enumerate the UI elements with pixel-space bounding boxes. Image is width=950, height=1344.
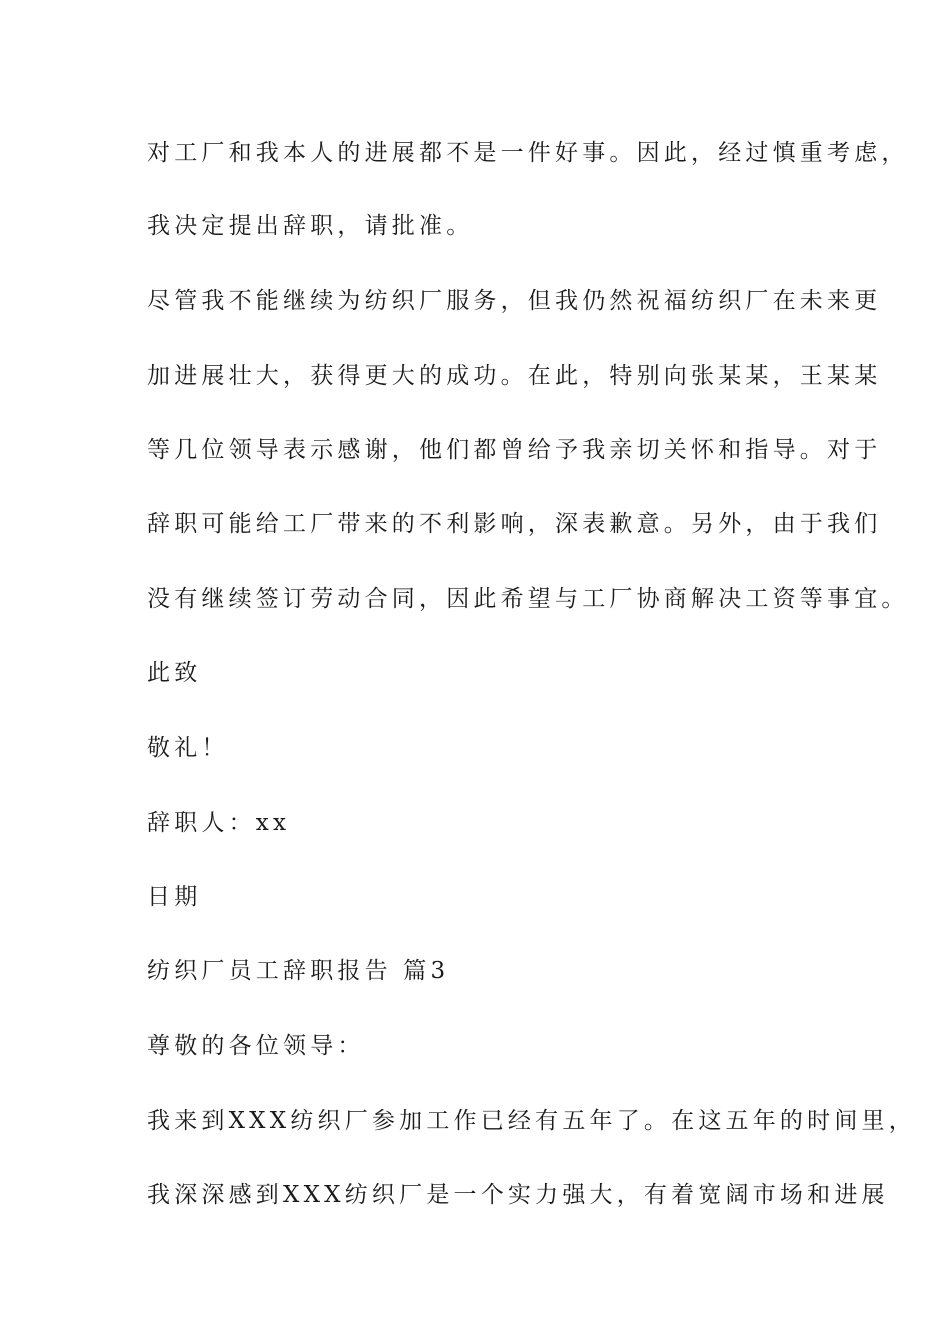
date-line: 日期 [147, 884, 202, 910]
closing-salutation: 此致 [147, 660, 202, 686]
body-line-8: 我来到XXX纺织厂参加工作已经有五年了。在这五年的时间里， [147, 1108, 916, 1134]
body-line-1: 对工厂和我本人的进展都不是一件好事。因此，经过慎重考虑， [147, 140, 909, 166]
body-line-5: 等几位领导表示感谢，他们都曾给予我亲切关怀和指导。对于 [147, 437, 882, 463]
greeting-line: 尊敬的各位领导： [147, 1033, 365, 1059]
closing-regards: 敬礼！ [147, 735, 229, 761]
body-line-6: 辞职可能给工厂带来的不利影响，深表歉意。另外，由于我们 [147, 511, 882, 537]
body-line-4: 加进展壮大，获得更大的成功。在此，特别向张某某，王某某 [147, 363, 882, 389]
body-line-7: 没有继续签订劳动合同，因此希望与工厂协商解决工资等事宜。 [147, 586, 909, 612]
signature-line: 辞职人：xx [147, 810, 291, 836]
body-line-2: 我决定提出辞职，请批准。 [147, 213, 474, 239]
body-line-3: 尽管我不能继续为纺织厂服务，但我仍然祝福纺织厂在未来更 [147, 288, 882, 314]
section-heading: 纺织厂员工辞职报告 篇3 [147, 958, 450, 984]
body-line-9: 我深深感到XXX纺织厂是一个实力强大，有着宽阔市场和进展 [147, 1182, 889, 1208]
